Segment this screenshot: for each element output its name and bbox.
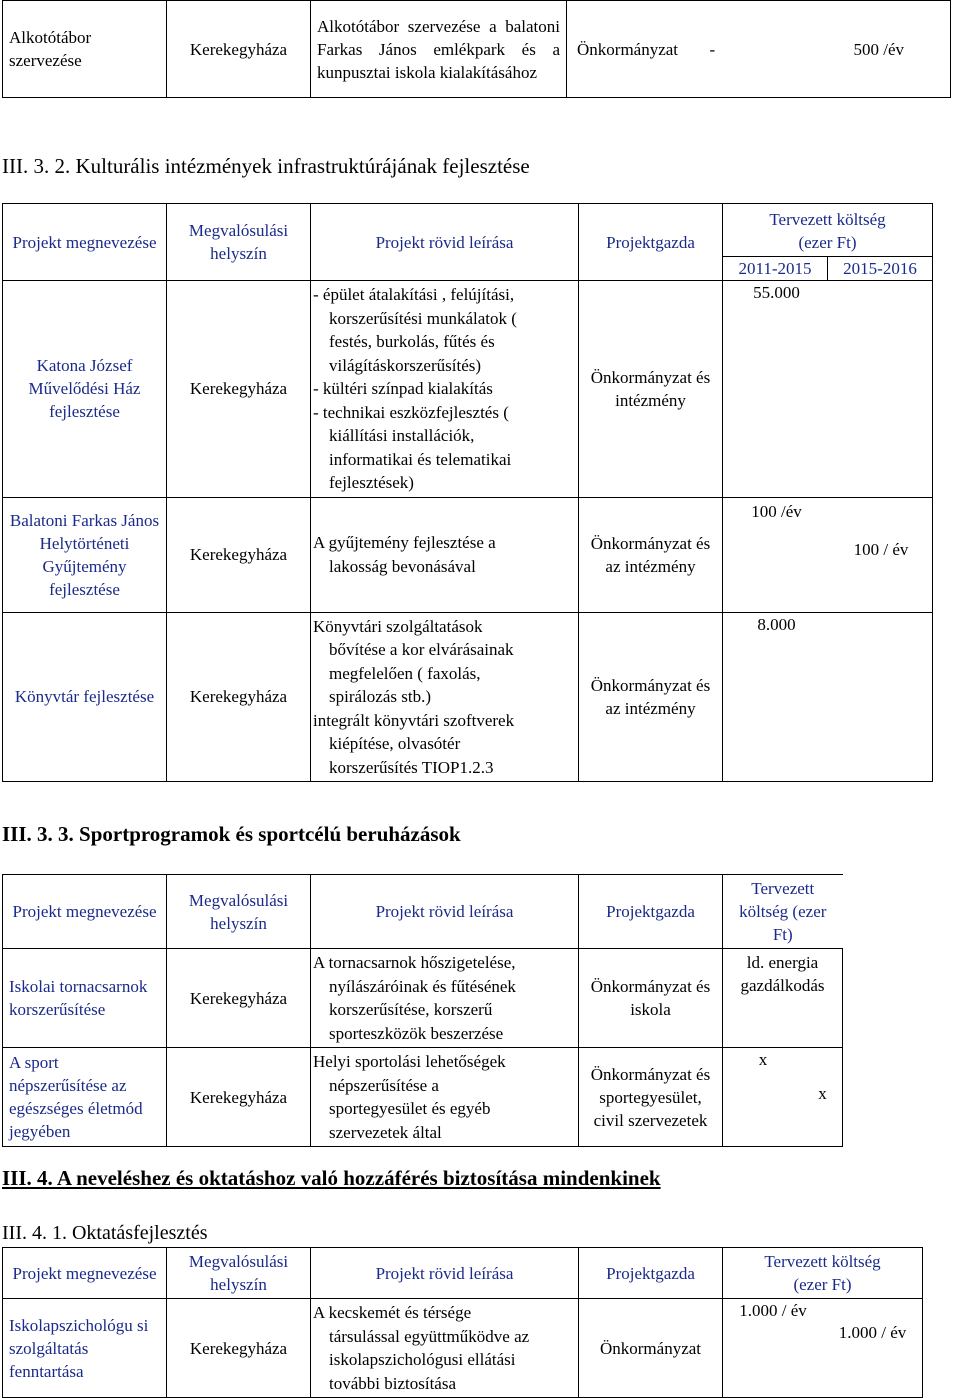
desc-line: integrált könyvtári szoftverek xyxy=(313,710,515,730)
row-name: Könyvtár fejlesztése xyxy=(3,612,167,782)
header-place: Megvalósulási helyszín xyxy=(167,1248,311,1299)
header-desc: Projekt rövid leírása xyxy=(311,204,579,281)
desc-line: iskolapszichológusi ellátási xyxy=(329,1350,516,1369)
table-332 xyxy=(2,203,933,782)
row-cost xyxy=(723,281,933,498)
desc-line: bővítése a kor elvárásainak xyxy=(329,640,514,659)
row-name: Iskolapszichológu si szolgáltatás fenntartása xyxy=(3,1299,167,1398)
year-2: 2015-2016 xyxy=(843,259,917,278)
row-cost: ld. energia gazdálkodás xyxy=(723,949,843,1048)
table-row xyxy=(3,1299,923,1398)
header-years xyxy=(723,256,932,280)
cost-1: 100 /év xyxy=(751,501,802,521)
cost-2: 1.000 / év xyxy=(838,1323,907,1342)
desc-line: A gyűjtemény fejlesztése a xyxy=(313,533,496,552)
desc-line: fejlesztések) xyxy=(329,473,414,492)
section-332-title: III. 3. 2. Kulturális intézmények infrastruktúrájának fejlesztése xyxy=(2,154,530,178)
header-owner: Projektgazda xyxy=(579,1248,723,1299)
desc-line: kiépítése, olvasótér xyxy=(329,734,461,753)
row-name: Iskolai tornacsarnok korszerűsítése xyxy=(3,949,167,1048)
desc-line: spirálozás stb.) xyxy=(329,687,431,706)
row-owner: Önkormányzat és az intézmény xyxy=(579,497,723,612)
cost-1: x xyxy=(758,1050,768,1069)
row-desc xyxy=(311,281,579,498)
row-name: Balatoni Farkas János Helytörténeti Gyűjtemény fejlesztése xyxy=(3,497,167,612)
row-owner: Önkormányzat és intézmény xyxy=(579,281,723,498)
row-place: Kerekegyháza xyxy=(167,281,311,498)
row-owner: Önkormányzat és az intézmény xyxy=(579,612,723,782)
header-name: Projekt megnevezése xyxy=(3,1248,167,1299)
row-owner: Önkormányzat xyxy=(579,1299,723,1398)
row-cost xyxy=(723,497,933,612)
header-desc: Projekt rövid leírása xyxy=(311,875,579,949)
table-333 xyxy=(2,874,843,1147)
table-row xyxy=(3,497,933,612)
row-cost xyxy=(723,612,933,782)
row-place: Kerekegyháza xyxy=(167,1299,311,1398)
desc-line: korszerűsítése, korszerű xyxy=(329,1000,493,1019)
cost-2 xyxy=(830,281,932,304)
owner: Önkormányzat xyxy=(577,39,679,59)
header-place: Megvalósulási helyszín xyxy=(167,204,311,281)
cost-2 xyxy=(830,613,932,636)
header-cost xyxy=(723,204,933,281)
row-desc xyxy=(311,1299,579,1398)
header-name: Projekt megnevezése xyxy=(3,204,167,281)
desc-line: nyílászáróinak és fűtésének xyxy=(329,976,516,996)
project-name: Alkotótábor szervezése xyxy=(3,1,167,98)
desc-line: informatikai és telematikai xyxy=(329,449,512,469)
desc-line: - technikai eszközfejlesztés ( xyxy=(313,402,509,422)
desc-line: megfelelően ( faxolás, xyxy=(329,663,481,683)
desc-line: Könyvtári szolgáltatások xyxy=(313,616,483,636)
section-333-title: III. 3. 3. Sportprogramok és sportcélú beruházások xyxy=(2,822,461,846)
project-owner-cost xyxy=(567,1,951,98)
desc-line: világításkorszerűsítés) xyxy=(329,355,482,375)
header-desc: Projekt rövid leírása xyxy=(311,1248,579,1299)
desc-line: népszerűsítése a xyxy=(329,1075,439,1095)
row-cost xyxy=(723,1048,843,1147)
table-row xyxy=(3,281,933,498)
table-row xyxy=(3,1048,843,1147)
table-row xyxy=(3,949,843,1048)
header-cost: Tervezett költség (ezer Ft) xyxy=(723,875,843,949)
row-name: Katona József Művelődési Ház fejlesztése xyxy=(3,281,167,498)
row-place: Kerekegyháza xyxy=(167,1048,311,1147)
desc-line: sporteszközök beszerzése xyxy=(329,1023,504,1043)
project-desc: Alkotótábor szervezése a balatoni Farkas János emlékpark és a kunpusztai iskola kialakításához xyxy=(311,1,567,98)
cost-2: x xyxy=(818,1084,827,1103)
desc-line: korszerűsítési munkálatok ( xyxy=(329,308,517,328)
year-1: 2011-2015 xyxy=(723,257,828,280)
top-table xyxy=(2,0,951,98)
row-place: Kerekegyháza xyxy=(167,949,311,1048)
header-cost: Tervezett költség (ezer Ft) xyxy=(723,1248,923,1299)
row-cost xyxy=(723,1299,923,1398)
section-341-title: III. 4. 1. Oktatásfejlesztés xyxy=(2,1222,208,1244)
row-place: Kerekegyháza xyxy=(167,612,311,782)
header-owner: Projektgazda xyxy=(579,204,723,281)
cost-2: 100 / év xyxy=(853,539,909,559)
row-desc xyxy=(311,497,579,612)
desc-line: kiállítási installációk, xyxy=(329,426,475,445)
desc-line: A kecskemét és térsége xyxy=(313,1303,472,1322)
row-place: Kerekegyháza xyxy=(167,497,311,612)
desc-line: A tornacsarnok hőszigetelése, xyxy=(313,953,516,972)
desc-line: korszerűsítés TIOP1.2.3 xyxy=(329,757,494,777)
cost-1: - xyxy=(709,39,716,59)
header-name: Projekt megnevezése xyxy=(3,875,167,949)
cost-2: 500 /év xyxy=(853,39,904,59)
desc-line: lakosság bevonásával xyxy=(329,556,476,576)
header-owner: Projektgazda xyxy=(579,875,723,949)
row-owner: Önkormányzat és sportegyesület, civil szervezetek xyxy=(579,1048,723,1147)
section-34-title: III. 4. A neveléshez és oktatáshoz való hozzáférés biztosítása mindenkinek xyxy=(2,1166,661,1190)
cost-1: 8.000 xyxy=(757,614,796,634)
cost-1: 1.000 / év xyxy=(739,1301,807,1320)
row-owner: Önkormányzat és iskola xyxy=(579,949,723,1048)
table-341 xyxy=(2,1247,923,1398)
desc-line: szervezetek által xyxy=(329,1122,442,1142)
desc-line: társulással együttműködve az xyxy=(329,1326,530,1346)
desc-line: - épület átalakítási , felújítási, xyxy=(313,285,515,304)
project-place: Kerekegyháza xyxy=(167,1,311,98)
cost-1: 55.000 xyxy=(753,283,800,302)
table-row xyxy=(3,612,933,782)
desc-line: festés, burkolás, fűtés és xyxy=(329,332,495,351)
row-name: A sport népszerűsítése az egészséges életmód jegyében xyxy=(3,1048,167,1147)
row-desc xyxy=(311,949,579,1048)
row-desc xyxy=(311,612,579,782)
header-place: Megvalósulási helyszín xyxy=(167,875,311,949)
row-desc xyxy=(311,1048,579,1147)
desc-line: - kültéri színpad kialakítás xyxy=(313,379,493,398)
header-cost-label: Tervezett költség (ezer Ft) xyxy=(769,210,886,252)
desc-line: további biztosítása xyxy=(329,1373,457,1393)
desc-line: Helyi sportolási lehetőségek xyxy=(313,1052,506,1071)
desc-line: sportegyesület és egyéb xyxy=(329,1099,491,1118)
